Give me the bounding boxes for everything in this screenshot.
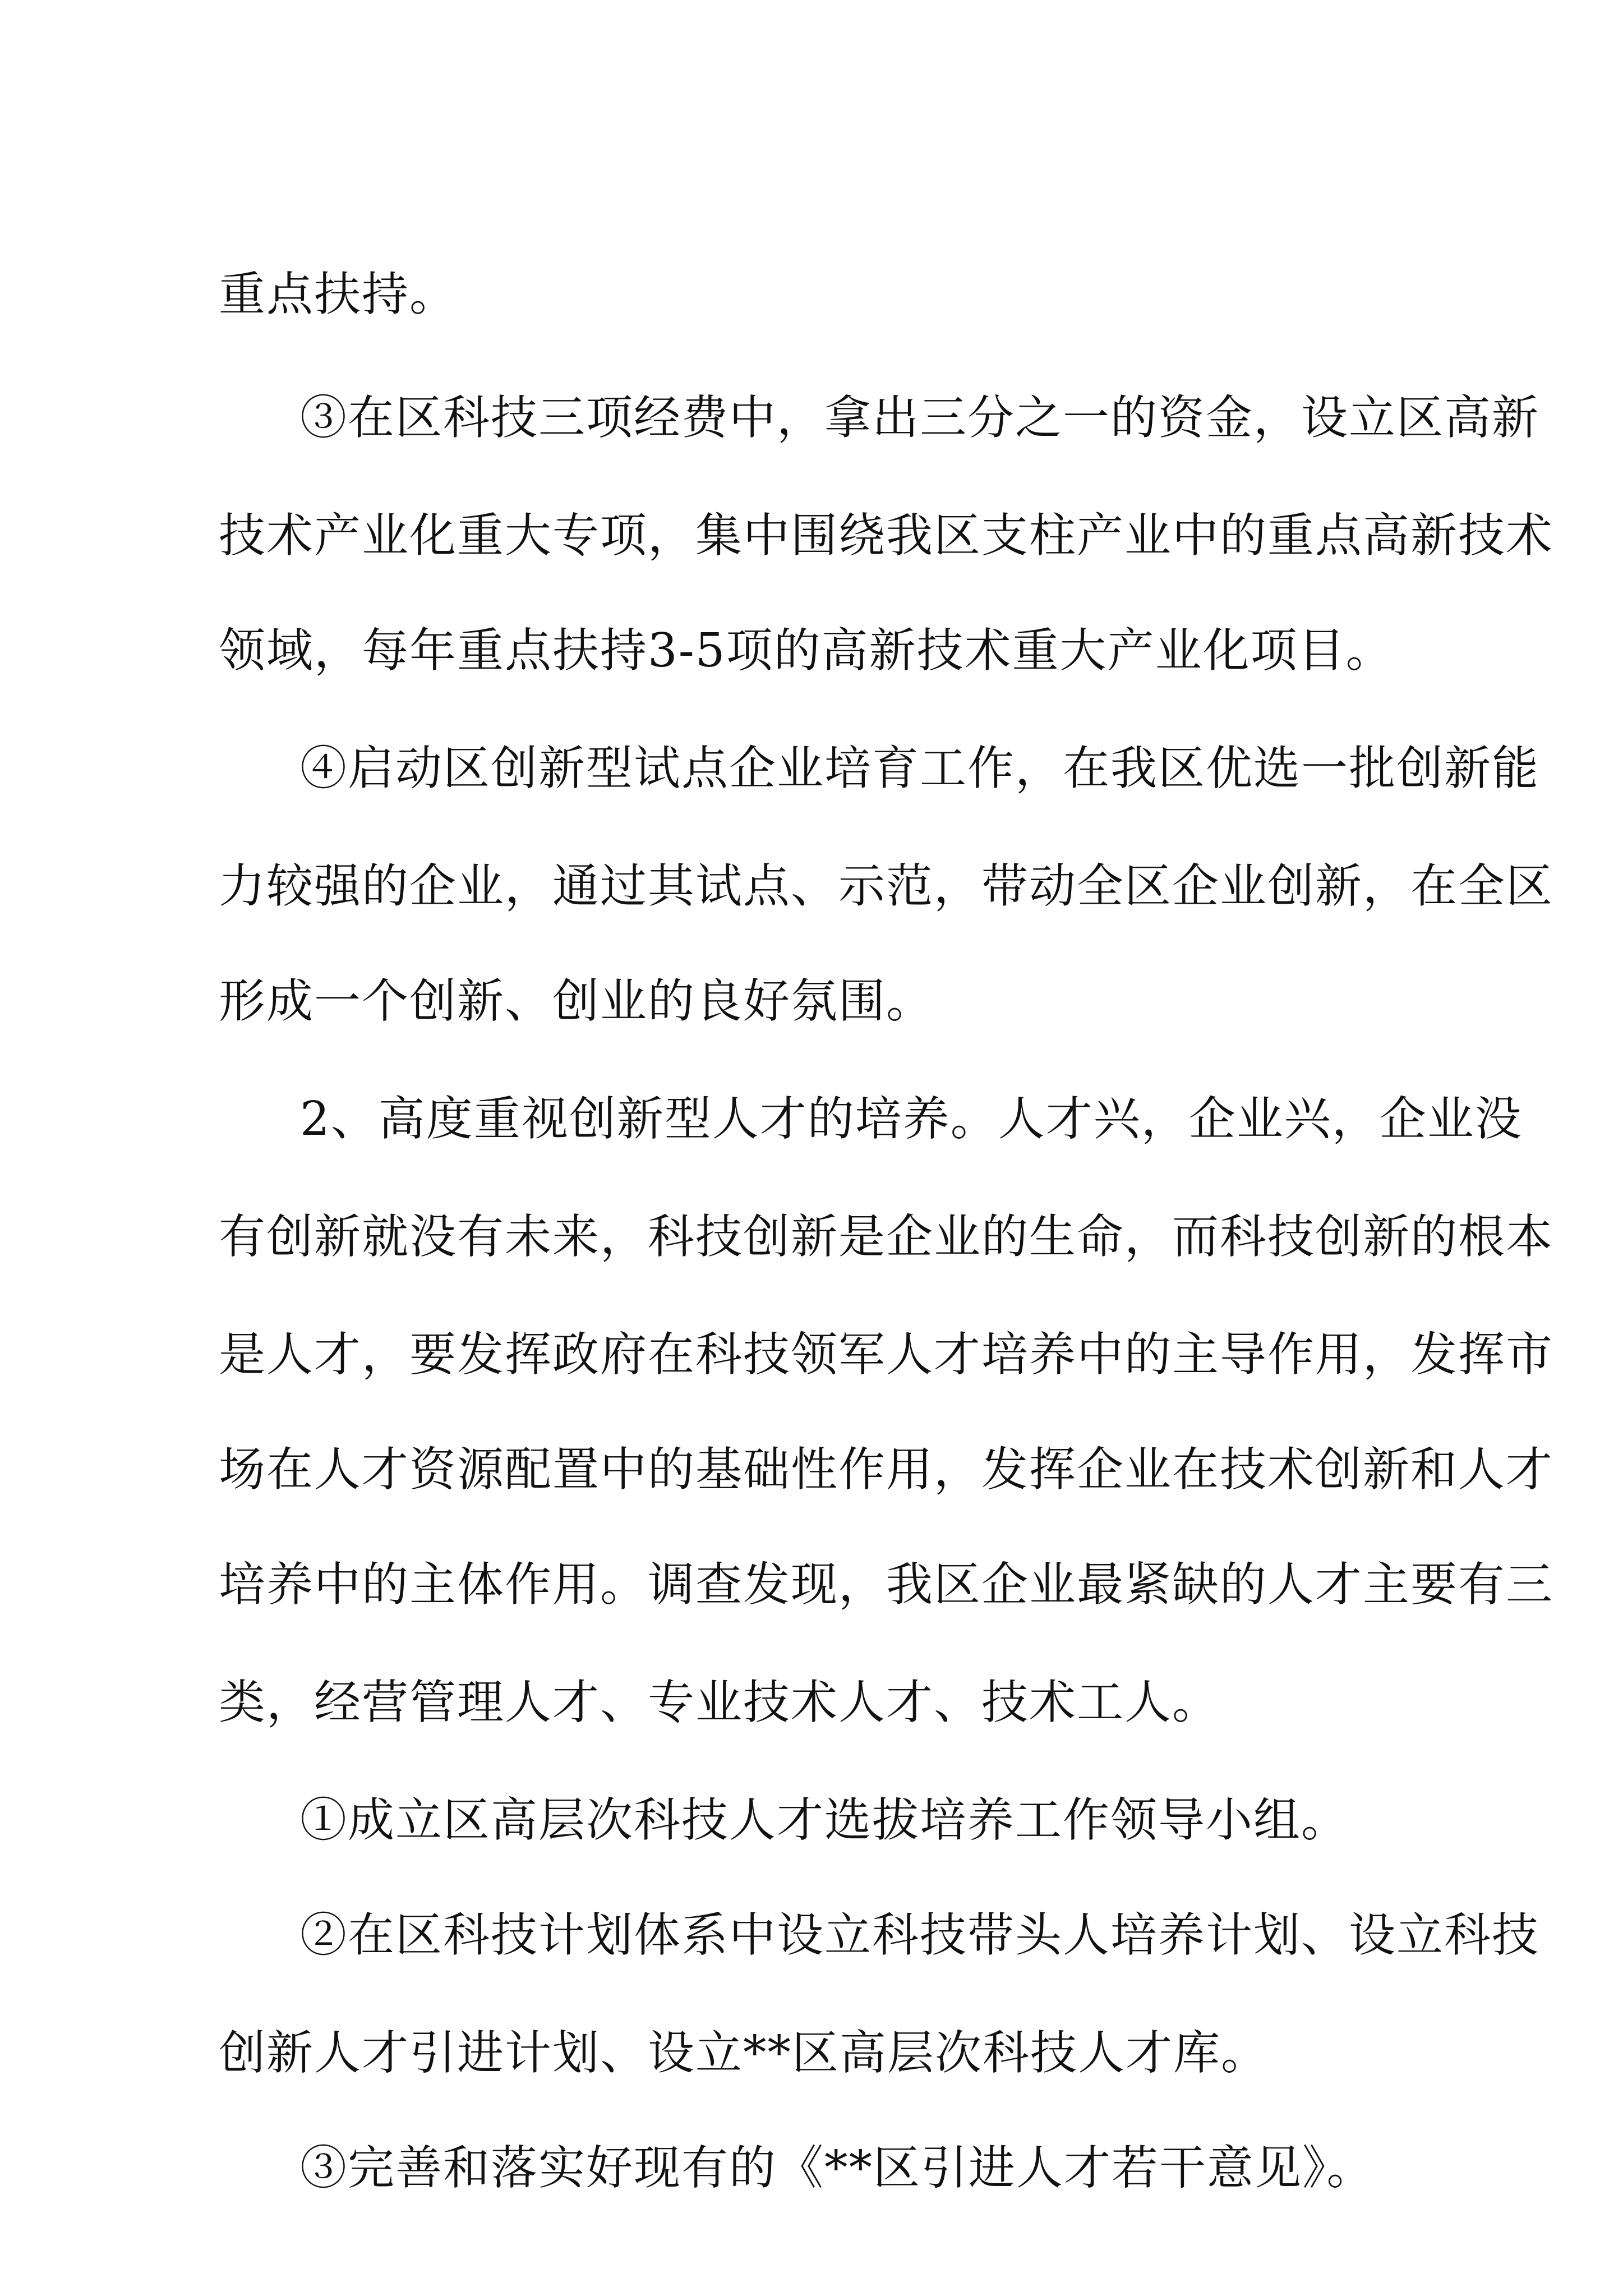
body-line: 形成一个创新、创业的良好氛围。 — [219, 974, 934, 1028]
body-line: 有创新就没有未来，科技创新是企业的生命，而科技创新的根本 — [219, 1209, 1553, 1264]
body-line: ③完善和落实好现有的《**区引进人才若干意见》。 — [300, 2141, 1375, 2195]
body-line: ③在区科技三项经费中，拿出三分之一的资金，设立区高新 — [300, 390, 1539, 445]
body-line: 力较强的企业，通过其试点、示范，带动全区企业创新，在全区 — [219, 859, 1553, 913]
body-line: 培养中的主体作用。调查发现，我区企业最紧缺的人才主要有三 — [219, 1557, 1553, 1612]
body-line: ②在区科技计划体系中设立科技带头人培养计划、设立科技 — [300, 1908, 1539, 1962]
body-line: 2、高度重视创新型人才的培养。人才兴，企业兴，企业没 — [300, 1092, 1523, 1146]
body-line: 创新人才引进计划、设立**区高层次科技人才库。 — [219, 2026, 1269, 2080]
body-line: ④启动区创新型试点企业培育工作，在我区优选一批创新能 — [300, 741, 1539, 795]
body-line: ①成立区高层次科技人才选拔培养工作领导小组。 — [300, 1793, 1349, 1847]
body-line: 技术产业化重大专项，集中围绕我区支柱产业中的重点高新技术 — [219, 508, 1553, 563]
body-line: 场在人才资源配置中的基础性作用，发挥企业在技术创新和人才 — [219, 1442, 1553, 1497]
body-line: 领域，每年重点扶持3-5项的高新技术重大产业化项目。 — [219, 623, 1394, 678]
body-line: 类，经营管理人才、专业技术人才、技术工人。 — [219, 1675, 1220, 1729]
body-line: 重点扶持。 — [219, 267, 457, 321]
body-line: 是人才，要发挥政府在科技领军人才培养中的主导作用，发挥市 — [219, 1327, 1553, 1382]
